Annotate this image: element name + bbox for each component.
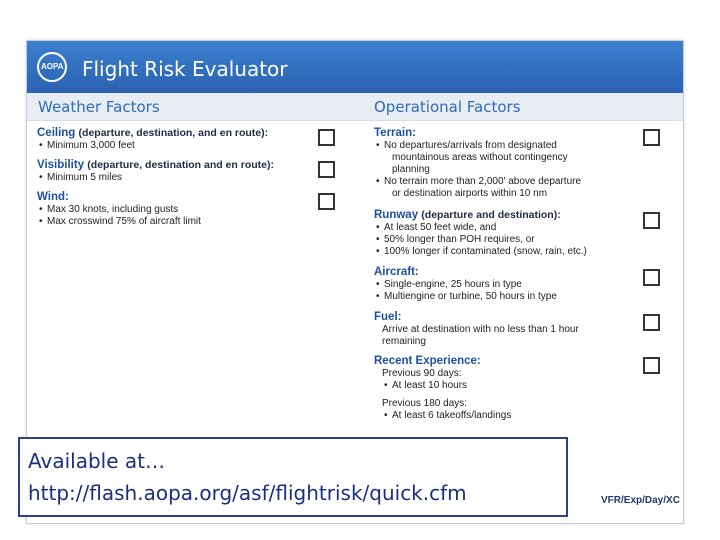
terrain-factor [374,127,634,200]
visibility-sub: (departure, destination and en route): [87,159,274,171]
terrain-item-1-cont-b: planning [392,164,430,175]
ceiling-item: • Minimum 3,000 feet [37,140,317,152]
aircraft-item-2: • Multiengine or turbine, 50 hours in type [374,291,634,303]
fuel-factor [374,311,634,348]
weather-section-heading: Weather Factors [38,98,160,116]
wind-item-1: • Max 30 knots, including gusts [37,204,317,216]
page-title: Flight Risk Evaluator [82,57,288,81]
aircraft-label: Aircraft: [374,266,419,278]
recent-180-days: Previous 180 days: [382,398,468,409]
fuel-checkbox[interactable] [643,314,660,331]
aircraft-factor [374,266,634,303]
runway-factor [374,209,634,258]
aircraft-checkbox[interactable] [643,269,660,286]
logo-text: AOPA [41,62,64,71]
fuel-item-1: Arrive at destination with no less than 1 hour [382,324,579,335]
recent-90-item: • At least 10 hours [374,380,634,392]
terrain-checkbox[interactable] [643,129,660,146]
recent-180-item: • At least 6 takeoffs/landings [374,410,634,422]
availability-callout [18,437,568,517]
runway-item-3: • 100% longer if contaminated (snow, rain, etc.) [374,246,634,258]
recent-90-days: Previous 90 days: [382,368,462,379]
terrain-item-1-cont-a: mountainous areas without contingency [392,152,568,163]
runway-sub: (departure and destination): [421,209,561,221]
visibility-checkbox[interactable] [318,161,335,178]
ceiling-factor [37,127,317,152]
runway-title: Runway [374,209,419,221]
runway-label [374,209,634,222]
terrain-item-1: • No departures/arrivals from designated [374,140,634,152]
terrain-item-2: • No terrain more than 2,000' above departure [374,176,634,188]
runway-item-1: • At least 50 feet wide, and [374,222,634,234]
terrain-label: Terrain: [374,127,416,139]
aopa-logo [37,52,67,82]
visibility-title: Visibility [37,159,85,171]
wind-factor [37,191,317,228]
runway-item-2: • 50% longer than POH requires, or [374,234,634,246]
terrain-item-2-cont: or destination airports within 10 nm [392,188,548,199]
recent-experience-factor [374,355,634,422]
header-bar [27,41,683,93]
aircraft-item-1: • Single-engine, 25 hours in type [374,279,634,291]
callout-line-1: Available at… [28,449,165,473]
wind-checkbox[interactable] [318,193,335,210]
ceiling-sub: (departure, destination, and en route): [78,127,269,139]
ceiling-title: Ceiling [37,127,76,139]
fuel-item-2: remaining [382,336,426,347]
callout-url[interactable]: http://flash.aopa.org/asf/flightrisk/quick.cfm [28,481,467,505]
recent-experience-label: Recent Experience: [374,355,481,367]
visibility-factor [37,159,317,184]
runway-checkbox[interactable] [643,212,660,229]
fuel-label: Fuel: [374,311,402,323]
recent-experience-checkbox[interactable] [643,357,660,374]
wind-item-2: • Max crosswind 75% of aircraft limit [37,216,317,228]
visibility-label [37,159,317,172]
ceiling-label [37,127,317,140]
visibility-item: • Minimum 5 miles [37,172,317,184]
operational-section-heading: Operational Factors [374,98,521,116]
footer-tag: VFR/Exp/Day/XC [601,495,680,506]
ceiling-checkbox[interactable] [318,129,335,146]
wind-label: Wind: [37,191,69,203]
